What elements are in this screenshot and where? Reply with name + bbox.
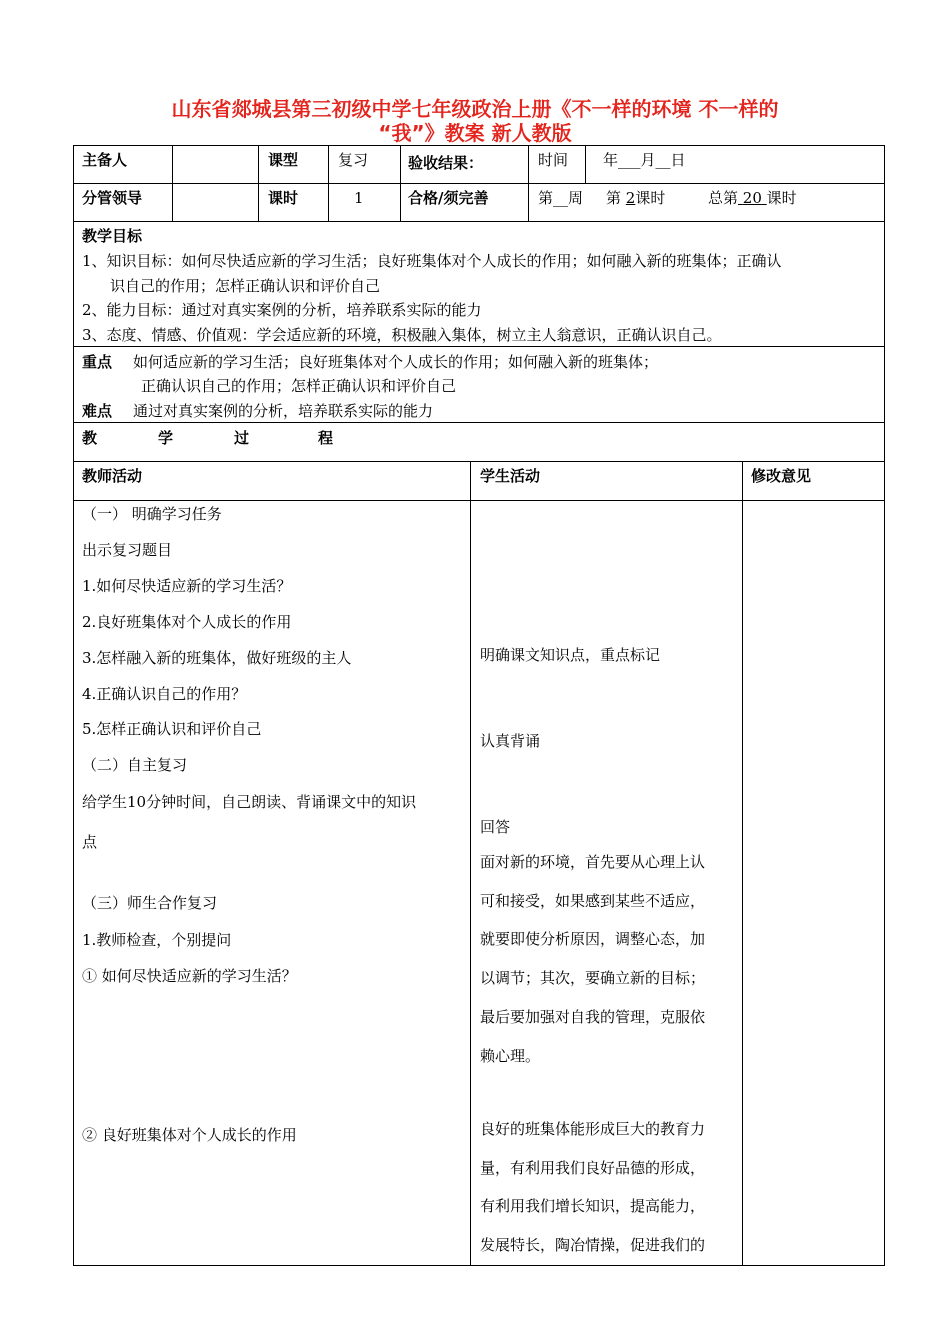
question-item: 5.怎样正确认识和评价自己 bbox=[82, 720, 262, 738]
answer-line: 就要即使分析原因，调整心态，加 bbox=[480, 930, 706, 949]
process-heading-char: 学 bbox=[158, 429, 174, 447]
show-questions: 出示复习题目 bbox=[82, 541, 173, 559]
answer-adaptation bbox=[480, 843, 738, 1075]
self-study-text: 给学生10分钟时间，自己朗读、背诵课文中的知识 bbox=[82, 793, 417, 811]
objective-knowledge: 1、知识目标：如何尽快适应新的学习生活；良好班集体对个人成长的作用；如何融入新的班集体；正确认 bbox=[82, 252, 782, 270]
objective-knowledge-cont: 识自己的作用；怎样正确认识和评价自己 bbox=[110, 277, 381, 295]
acceptance-label: 验收结果： bbox=[408, 154, 484, 172]
lesson-count bbox=[606, 188, 665, 208]
self-study-text-cont: 点 bbox=[82, 833, 98, 851]
col-divider bbox=[328, 145, 329, 221]
col-divider bbox=[742, 461, 743, 1266]
section-one-heading: （一） 明确学习任务 bbox=[82, 505, 222, 523]
check-question: ① 如何尽快适应新的学习生活？ bbox=[82, 967, 297, 985]
lesson-number: 2 bbox=[625, 189, 636, 207]
key-line1: 如何适应新的学习生活；良好班集体对个人成长的作用；如何融入新的班集体； bbox=[133, 353, 659, 371]
answer-line: 发展特长，陶冶情操，促进我们的 bbox=[480, 1236, 706, 1255]
question-item: 1.如何尽快适应新的学习生活？ bbox=[82, 577, 292, 595]
answer-line: 面对新的环境，首先要从心理上认 bbox=[480, 853, 706, 871]
row-divider bbox=[73, 346, 885, 347]
answer-line: 最后要加强对自我的管理，克服依 bbox=[480, 1007, 706, 1026]
key-label: 重点 bbox=[82, 353, 113, 371]
col-divider bbox=[400, 145, 401, 221]
student-activity-item: 明确课文知识点，重点标记 bbox=[480, 646, 661, 664]
objective-ability: 2、能力目标：通过对真实案例的分析，培养联系实际的能力 bbox=[82, 301, 482, 319]
total-number-value: 20 bbox=[742, 189, 762, 207]
col-divider bbox=[172, 145, 173, 221]
row-divider bbox=[73, 461, 885, 462]
col-divider bbox=[470, 461, 471, 1266]
pass-label: 合格/须完善 bbox=[408, 189, 489, 207]
answer-line: 可和接受，如果感到某些不适应， bbox=[480, 891, 706, 910]
objectives-heading: 教学目标 bbox=[82, 227, 143, 245]
check-question: ② 良好班集体对个人成长的作用 bbox=[82, 1126, 297, 1144]
difficulty-text: 通过对真实案例的分析，培养联系实际的能力 bbox=[133, 402, 434, 420]
course-type-value: 复习 bbox=[338, 151, 369, 169]
course-type-label: 课型 bbox=[268, 151, 299, 169]
row-divider bbox=[73, 183, 885, 184]
difficulty-label: 难点 bbox=[82, 402, 113, 420]
period-label: 课时 bbox=[268, 189, 299, 207]
answer-line: 赖心理。 bbox=[480, 1046, 541, 1065]
key-line2: 正确认识自己的作用；怎样正确认识和评价自己 bbox=[141, 377, 457, 395]
question-item: 4.正确认识自己的作用？ bbox=[82, 685, 247, 703]
answer-line: 有利用我们增长知识，提高能力， bbox=[480, 1197, 706, 1216]
lesson-suffix: 课时 bbox=[635, 189, 666, 207]
total-prefix: 总第 bbox=[708, 189, 739, 207]
process-heading-char: 过 bbox=[234, 429, 250, 447]
time-label: 时间 bbox=[538, 151, 569, 169]
question-item: 2.良好班集体对个人成长的作用 bbox=[82, 613, 292, 631]
col-divider bbox=[528, 145, 529, 221]
lesson-prefix: 第 bbox=[606, 189, 622, 207]
answer-line: 良好的班集体能形成巨大的教育力 bbox=[480, 1120, 706, 1138]
period-value: 1 bbox=[354, 189, 364, 207]
document-title-line2: “我”》教案 新人教版 bbox=[378, 121, 572, 145]
answer-collective bbox=[480, 1110, 738, 1265]
answer-line: 以调节；其次，要确立新的目标； bbox=[480, 969, 706, 988]
total-count bbox=[708, 188, 797, 208]
row-divider bbox=[73, 422, 885, 423]
section-three-heading: （三）师生合作复习 bbox=[82, 894, 218, 912]
teacher-check: 1.教师检查，个别提问 bbox=[82, 931, 232, 949]
student-activity-item: 认真背诵 bbox=[480, 732, 541, 750]
revision-heading: 修改意见 bbox=[751, 467, 812, 485]
document-title-line1: 山东省郯城县第三初级中学七年级政治上册《不一样的环境 不一样的 bbox=[171, 97, 779, 121]
leader-label: 分管领导 bbox=[82, 189, 143, 207]
question-item: 3.怎样融入新的班集体，做好班级的主人 bbox=[82, 649, 352, 667]
preparer-label: 主备人 bbox=[82, 151, 128, 169]
total-suffix: 课时 bbox=[766, 189, 797, 207]
objective-attitude: 3、态度、情感、价值观：学会适应新的环境，积极融入集体，树立主人翁意识，正确认识自己。 bbox=[82, 326, 722, 344]
total-number bbox=[738, 189, 767, 207]
answer-line: 量，有利用我们良好品德的形成， bbox=[480, 1158, 706, 1177]
week-text: 第__周 bbox=[538, 189, 584, 207]
student-activity-heading: 学生活动 bbox=[480, 467, 541, 485]
row-divider bbox=[73, 500, 885, 501]
row-divider bbox=[73, 221, 885, 222]
process-heading-char: 程 bbox=[318, 429, 334, 447]
col-divider bbox=[258, 145, 259, 221]
student-activity-item: 回答 bbox=[480, 818, 511, 836]
teacher-activity-heading: 教师活动 bbox=[82, 467, 143, 485]
date-value: 年___月__日 bbox=[603, 151, 686, 169]
section-two-heading: （二）自主复习 bbox=[82, 756, 188, 774]
col-divider bbox=[585, 145, 586, 183]
process-heading-char: 教 bbox=[82, 429, 98, 447]
